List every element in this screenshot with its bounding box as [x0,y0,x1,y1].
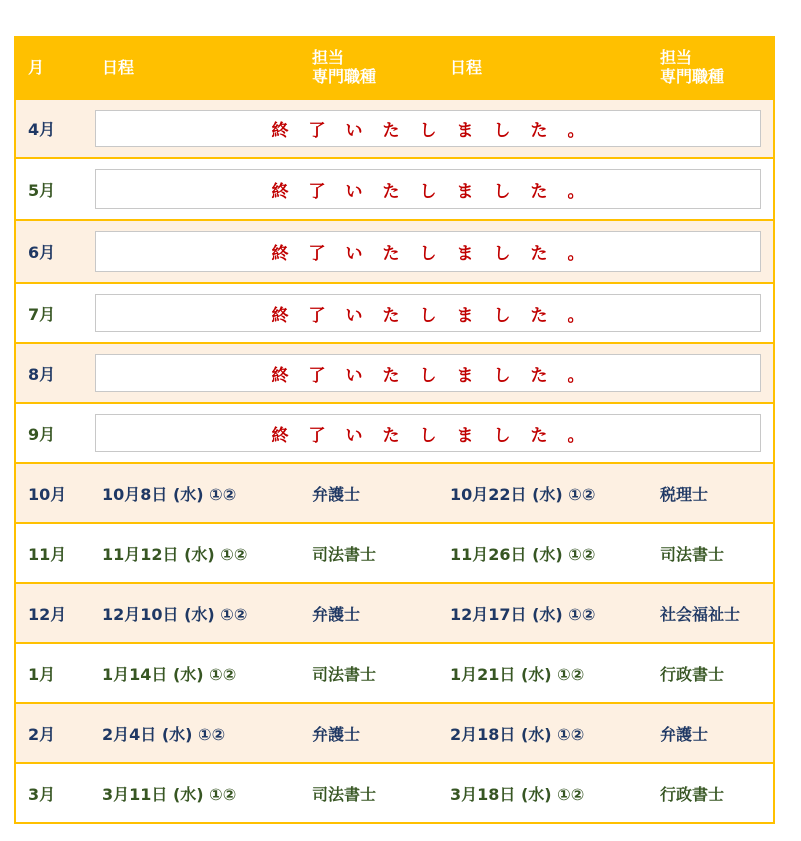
table-row [16,642,773,702]
staff-1-cell: 司法書士 [312,784,377,804]
staff-2-cell: 司法書士 [660,544,725,564]
staff-2-cell: 社会福祉士 [660,604,741,624]
date-2-cell: 2月18日 (水) ①② [450,724,585,744]
staff-1-cell: 司法書士 [312,664,377,684]
header-month: 月 [28,57,45,77]
header-date-1: 日程 [102,57,135,77]
month-cell: 2月 [28,724,56,744]
ended-notice: 終了いたしました。 [95,354,761,392]
header-staff-2-line1: 担当 [660,48,693,67]
date-1-cell: 11月12日 (水) ①② [102,544,248,564]
month-cell: 4月 [28,120,56,139]
date-1-cell: 10月8日 (水) ①② [102,484,237,504]
table-row [16,282,773,342]
date-1-cell: 12月10日 (水) ①② [102,604,248,624]
month-cell: 6月 [28,243,56,262]
ended-notice: 終了いたしました。 [95,414,761,452]
date-2-cell: 1月21日 (水) ①② [450,664,585,684]
month-cell: 10月 [28,484,67,504]
table-row [16,98,773,157]
header-staff-1-line2: 専門職種 [312,67,377,86]
date-1-cell: 3月11日 (水) ①② [102,784,237,804]
ended-notice: 終了いたしました。 [95,231,761,272]
staff-2-cell: 弁護士 [660,724,709,744]
ended-notice: 終了いたしました。 [95,110,761,147]
date-2-cell: 3月18日 (水) ①② [450,784,585,804]
header-staff-1 [312,36,376,98]
table-row [16,462,773,522]
date-2-cell: 12月17日 (水) ①② [450,604,596,624]
table-row [16,702,773,762]
table-row [16,582,773,642]
staff-1-cell: 弁護士 [312,604,361,624]
staff-2-cell: 税理士 [660,484,709,504]
staff-1-cell: 弁護士 [312,724,361,744]
header-staff-2 [660,36,724,98]
table-row [16,157,773,219]
schedule-table [14,36,775,824]
table-row [16,219,773,282]
month-cell: 12月 [28,604,67,624]
table-row [16,342,773,402]
header-date-2: 日程 [450,57,483,77]
month-cell: 1月 [28,664,56,684]
month-cell: 3月 [28,784,56,804]
table-row [16,522,773,582]
ended-notice: 終了いたしました。 [95,169,761,209]
table-row [16,762,773,822]
staff-1-cell: 弁護士 [312,484,361,504]
date-1-cell: 2月4日 (水) ①② [102,724,226,744]
header-staff-1-line1: 担当 [312,48,345,67]
table-row [16,402,773,462]
ended-notice: 終了いたしました。 [95,294,761,332]
month-cell: 9月 [28,424,56,444]
staff-1-cell: 司法書士 [312,544,377,564]
date-1-cell: 1月14日 (水) ①② [102,664,237,684]
month-cell: 8月 [28,364,56,384]
header-staff-2-line2: 専門職種 [660,67,725,86]
staff-2-cell: 行政書士 [660,784,725,804]
month-cell: 11月 [28,544,67,564]
staff-2-cell: 行政書士 [660,664,725,684]
date-2-cell: 10月22日 (水) ①② [450,484,596,504]
month-cell: 7月 [28,304,56,324]
month-cell: 5月 [28,180,56,200]
date-2-cell: 11月26日 (水) ①② [450,544,596,564]
table-header [16,36,773,98]
